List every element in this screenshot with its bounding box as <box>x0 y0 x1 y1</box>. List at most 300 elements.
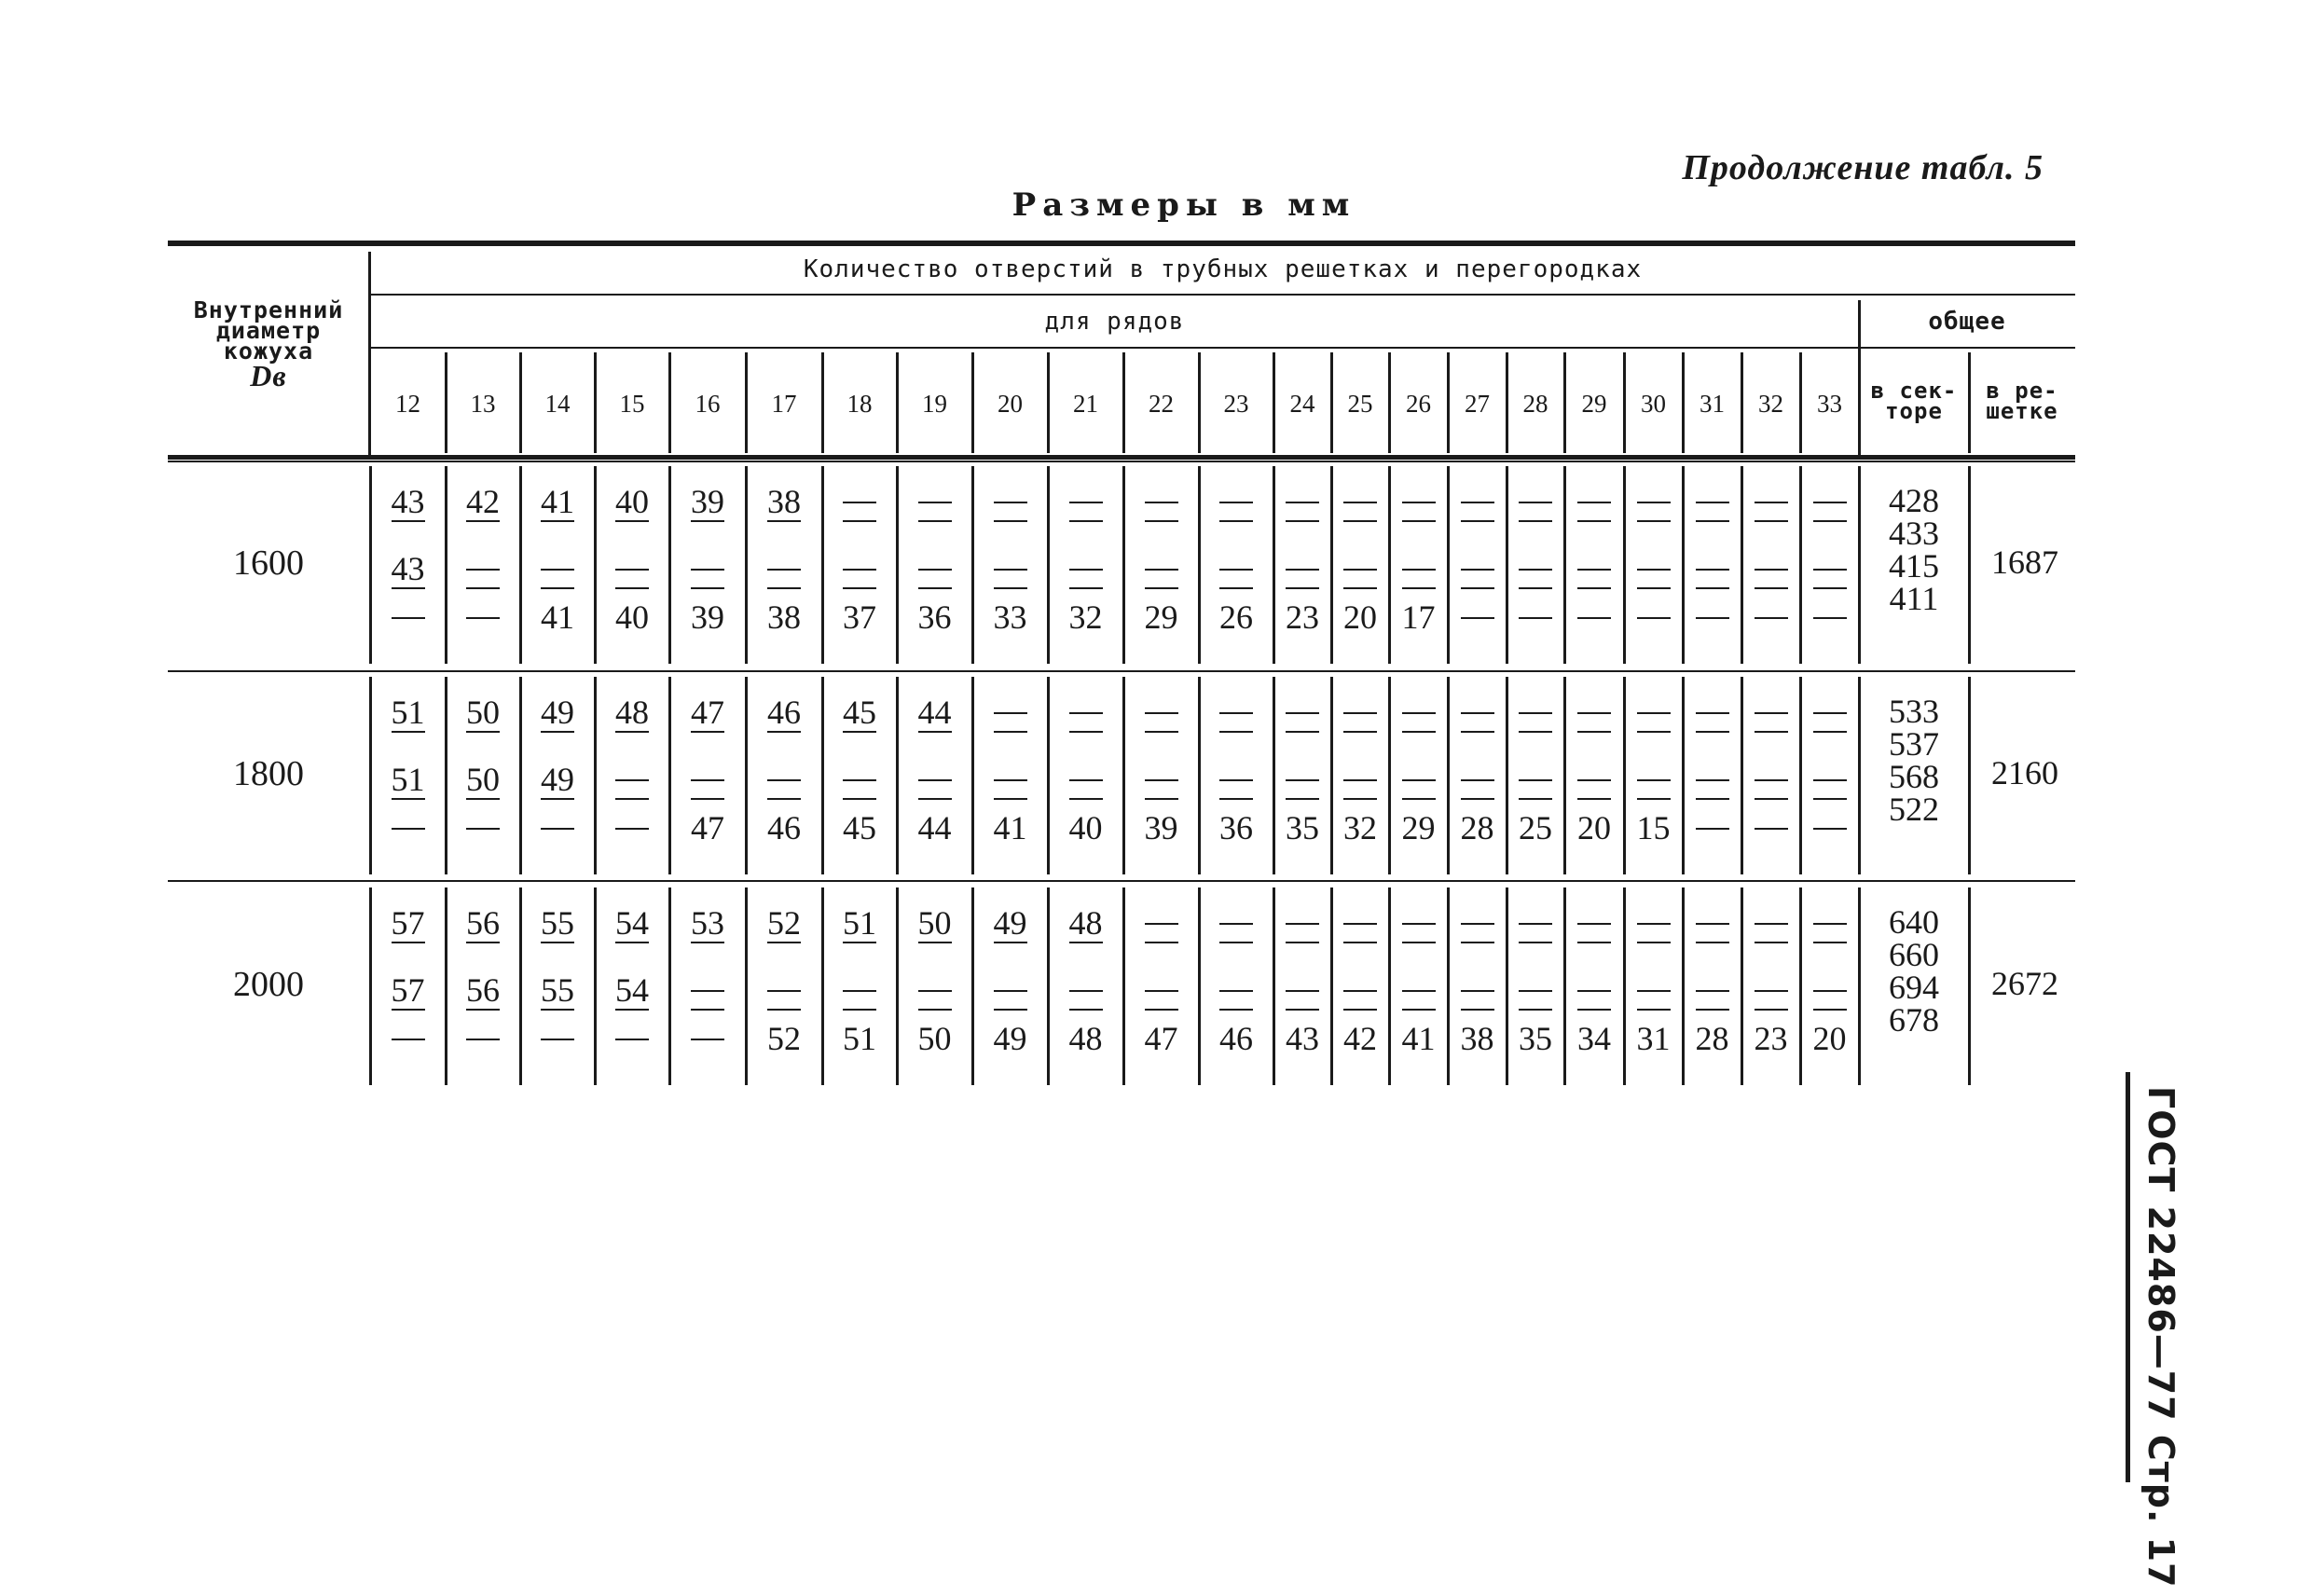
cell-value <box>972 695 1048 714</box>
side-rule <box>2126 1072 2130 1482</box>
dash-mark <box>691 569 724 571</box>
fraction-bar <box>1696 942 1729 943</box>
cell-value: 37 <box>843 598 876 636</box>
dash-mark <box>1696 502 1729 503</box>
dash-mark <box>1577 502 1611 503</box>
cell-value <box>446 600 520 619</box>
cell-value <box>1273 552 1331 571</box>
header-rule-1 <box>370 294 2075 296</box>
dash-mark <box>1219 990 1253 992</box>
fraction-bar <box>1461 520 1494 522</box>
dash-mark <box>1813 569 1847 571</box>
fraction-bar <box>1461 798 1494 800</box>
dash-mark <box>767 569 801 571</box>
cell-value: 43 <box>391 483 425 520</box>
fraction-bar <box>1145 942 1178 943</box>
cell-value: 20 <box>1812 1020 1847 1057</box>
vline-body <box>1968 677 1971 874</box>
cell-value: 52 <box>767 1020 801 1057</box>
cell-value: 57 <box>391 971 425 1009</box>
fraction-bar <box>1219 1009 1253 1011</box>
cell-value: 34 <box>1577 1020 1611 1057</box>
cell-value: 56 <box>466 971 500 1009</box>
cell-value <box>446 811 520 830</box>
column-number-16: 16 <box>695 390 721 418</box>
grid-header <box>1969 378 2075 424</box>
cell-value <box>1448 973 1507 992</box>
fraction-bar <box>691 942 724 943</box>
fraction-bar <box>1461 731 1494 733</box>
dash-mark <box>1145 712 1178 714</box>
cell-value: 26 <box>1219 598 1253 636</box>
dash-mark <box>1519 923 1552 925</box>
column-number-33: 33 <box>1817 390 1842 418</box>
dash-mark <box>994 502 1027 503</box>
cell-value <box>1564 552 1624 571</box>
cell-value <box>1507 600 1564 619</box>
fraction-bar <box>466 587 500 589</box>
fraction-bar <box>1637 798 1671 800</box>
sector-value: 533 <box>1889 693 1939 730</box>
dash-mark <box>1755 779 1788 781</box>
dash-mark <box>1519 712 1552 714</box>
cell-value <box>822 973 897 992</box>
fraction-bar <box>1069 798 1103 800</box>
fraction-bar <box>1696 798 1729 800</box>
fraction-bar <box>691 798 724 800</box>
cell-value: 41 <box>541 598 574 636</box>
dash-mark <box>466 1039 500 1040</box>
dash-mark <box>1813 502 1847 503</box>
cell-value <box>1448 485 1507 503</box>
cell-value: 43 <box>1286 1020 1319 1057</box>
cell-value <box>370 600 446 619</box>
column-number-18: 18 <box>846 390 873 418</box>
cell-value: 28 <box>1460 809 1494 846</box>
fraction-bar <box>1813 1009 1847 1011</box>
cell-value: 31 <box>1636 1020 1671 1057</box>
cell-value <box>1331 485 1389 503</box>
fraction-bar <box>1755 798 1788 800</box>
sector-value: 411 <box>1889 580 1939 617</box>
fraction-bar <box>466 942 500 943</box>
fraction-bar <box>1343 942 1377 943</box>
dash-mark <box>1343 923 1377 925</box>
cell-value <box>446 552 520 571</box>
fraction-bar <box>466 1009 500 1011</box>
fraction-bar <box>1755 1009 1788 1011</box>
dash-mark <box>1286 502 1319 503</box>
grid-header-line: в ре- <box>1986 378 2058 404</box>
dash-mark <box>1577 923 1611 925</box>
fraction-bar <box>541 1009 574 1011</box>
sector-value: 694 <box>1889 969 1939 1006</box>
cell-value <box>1331 763 1389 781</box>
dash-mark <box>1637 617 1671 619</box>
fraction-bar <box>918 798 952 800</box>
dash-mark <box>918 502 952 503</box>
fraction-bar <box>994 731 1027 733</box>
fraction-bar <box>1145 1009 1178 1011</box>
fraction-bar <box>691 731 724 733</box>
dash-mark <box>1219 712 1253 714</box>
cell-value: 48 <box>1068 1020 1103 1057</box>
fraction-bar <box>1577 942 1611 943</box>
cell-value <box>1741 763 1800 781</box>
column-number-14: 14 <box>544 390 571 418</box>
fraction-bar <box>843 942 876 943</box>
cell-value: 33 <box>993 598 1027 636</box>
cell-value: 46 <box>767 694 801 731</box>
dash-mark <box>541 1039 574 1040</box>
cell-value: 47 <box>1144 1020 1178 1057</box>
cell-value: 42 <box>1343 1020 1377 1057</box>
fraction-bar <box>1813 731 1847 733</box>
cell-value: 46 <box>1219 1020 1253 1057</box>
fraction-bar <box>1461 587 1494 589</box>
fraction-bar <box>1755 942 1788 943</box>
fraction-bar <box>1402 942 1436 943</box>
dash-mark <box>1637 502 1671 503</box>
cell-value <box>1389 552 1448 571</box>
fraction-bar <box>615 1009 649 1011</box>
cell-value <box>1448 600 1507 619</box>
fraction-bar <box>1696 731 1729 733</box>
cell-value <box>1331 552 1389 571</box>
cell-value <box>1448 763 1507 781</box>
dash-mark <box>1461 923 1494 925</box>
fraction-bar <box>1286 587 1319 589</box>
dash-mark <box>1755 502 1788 503</box>
cell-value <box>1741 552 1800 571</box>
cell-value <box>1800 906 1859 925</box>
fraction-bar <box>1069 942 1103 943</box>
fraction-bar <box>1577 731 1611 733</box>
cell-value: 43 <box>391 550 425 587</box>
dash-mark <box>1696 779 1729 781</box>
fraction-bar <box>1519 1009 1552 1011</box>
column-number-26: 26 <box>1406 390 1431 418</box>
fraction-bar <box>1402 587 1436 589</box>
column-number-19: 19 <box>922 390 947 418</box>
total-header: общее <box>1928 308 2006 336</box>
sector-header <box>1859 378 1969 424</box>
grid-header-line: шетке <box>1986 398 2058 424</box>
cell-value <box>1683 973 1741 992</box>
cell-value: 39 <box>691 483 724 520</box>
cell-value: 48 <box>1068 904 1103 942</box>
cell-value <box>1564 695 1624 714</box>
dash-mark <box>1343 712 1377 714</box>
dash-mark <box>1286 712 1319 714</box>
fraction-bar <box>1755 731 1788 733</box>
cell-value <box>1624 763 1683 781</box>
cell-value <box>746 973 822 992</box>
dash-mark <box>1402 712 1436 714</box>
fraction-bar <box>994 1009 1027 1011</box>
fraction-bar <box>767 798 801 800</box>
cell-value <box>370 1022 446 1040</box>
fraction-bar <box>1755 587 1788 589</box>
cell-value <box>1624 906 1683 925</box>
dash-mark <box>1519 617 1552 619</box>
cell-value: 17 <box>1401 598 1436 636</box>
cell-value: 47 <box>691 694 724 731</box>
dash-mark <box>1343 502 1377 503</box>
fraction-bar <box>1813 942 1847 943</box>
fraction-bar <box>1637 731 1671 733</box>
dash-mark <box>1696 828 1729 830</box>
cell-value: 36 <box>917 598 952 636</box>
sector-header-line: торе <box>1885 398 1943 424</box>
dash-mark <box>1696 923 1729 925</box>
cell-value: 51 <box>391 694 425 731</box>
dash-mark <box>1813 779 1847 781</box>
dash-mark <box>1286 923 1319 925</box>
cell-value: 52 <box>767 904 801 942</box>
dash-mark <box>1637 923 1671 925</box>
vline-body <box>1968 466 1971 664</box>
dash-mark <box>1813 990 1847 992</box>
fraction-bar <box>918 587 952 589</box>
cell-value: 55 <box>541 971 574 1009</box>
row-rule-1 <box>168 670 2075 672</box>
cell-value <box>595 763 669 781</box>
dash-mark <box>1696 712 1729 714</box>
dash-mark <box>1461 712 1494 714</box>
cell-value <box>746 763 822 781</box>
fraction-bar <box>1637 520 1671 522</box>
fraction-bar <box>1343 587 1377 589</box>
dash-mark <box>994 779 1027 781</box>
cell-value <box>1564 973 1624 992</box>
cell-value: 45 <box>843 809 876 846</box>
dash-mark <box>1813 828 1847 830</box>
dash-mark <box>843 779 876 781</box>
cell-value: 15 <box>1636 809 1671 846</box>
sector-value: 568 <box>1889 758 1939 795</box>
fraction-bar <box>1069 587 1103 589</box>
fraction-bar <box>767 587 801 589</box>
fraction-bar <box>1286 1009 1319 1011</box>
dash-mark <box>1461 569 1494 571</box>
total-value: 2672 <box>1991 965 2058 1002</box>
cell-value: 44 <box>917 809 952 846</box>
dash-mark <box>541 569 574 571</box>
fraction-bar <box>918 942 952 943</box>
cell-value <box>1448 552 1507 571</box>
dash-mark <box>1813 923 1847 925</box>
fraction-bar <box>843 520 876 522</box>
holes-header: Количество отверстий в трубных решетках и перегородках <box>803 255 1643 283</box>
dash-mark <box>1519 502 1552 503</box>
fraction-bar <box>1219 587 1253 589</box>
column-number-32: 32 <box>1758 390 1783 418</box>
dash-mark <box>918 990 952 992</box>
dash-mark <box>1145 923 1178 925</box>
cell-value: 51 <box>391 761 425 798</box>
cell-value <box>1331 906 1389 925</box>
standard-page-label: ГОСТ 22486—77 Стр. 17 <box>2140 1086 2181 1589</box>
dash-mark <box>1519 569 1552 571</box>
cell-value <box>1048 695 1123 714</box>
fraction-bar <box>1637 942 1671 943</box>
fraction-bar <box>1219 942 1253 943</box>
fraction-bar <box>1696 520 1729 522</box>
dash-mark <box>1577 712 1611 714</box>
dash-mark <box>1461 779 1494 781</box>
fraction-bar <box>466 520 500 522</box>
fraction-bar <box>1519 798 1552 800</box>
cell-value <box>520 811 595 830</box>
cell-value <box>1800 695 1859 714</box>
fraction-bar <box>1637 587 1671 589</box>
cell-value <box>1199 485 1273 503</box>
dash-mark <box>1145 502 1178 503</box>
dash-mark <box>615 779 649 781</box>
fraction-bar <box>1219 520 1253 522</box>
cell-value: 25 <box>1519 809 1552 846</box>
dash-mark <box>1343 569 1377 571</box>
cell-value <box>520 1022 595 1040</box>
cell-value: 20 <box>1343 598 1377 636</box>
fraction-bar <box>1577 798 1611 800</box>
cell-value <box>669 552 746 571</box>
dash-mark <box>1145 569 1178 571</box>
dash-mark <box>1402 502 1436 503</box>
cell-value: 32 <box>1068 598 1103 636</box>
cell-value: 41 <box>1401 1020 1436 1057</box>
cell-value <box>1123 695 1199 714</box>
cell-value <box>1389 763 1448 781</box>
cell-value <box>1389 906 1448 925</box>
fraction-bar <box>392 798 425 800</box>
cell-value <box>1683 552 1741 571</box>
diameter-header <box>168 296 369 392</box>
cell-value <box>822 763 897 781</box>
fraction-bar <box>541 942 574 943</box>
cell-value <box>1123 485 1199 503</box>
fraction-bar <box>1069 520 1103 522</box>
fraction-bar <box>1813 798 1847 800</box>
column-number-23: 23 <box>1223 390 1249 418</box>
dash-mark <box>541 828 574 830</box>
diameter-value: 1600 <box>233 543 304 583</box>
dash-mark <box>1755 569 1788 571</box>
fraction-bar <box>1519 587 1552 589</box>
cell-value <box>1507 552 1564 571</box>
dash-mark <box>1637 712 1671 714</box>
dash-mark <box>1577 617 1611 619</box>
dash-mark <box>843 569 876 571</box>
fraction-bar <box>918 520 952 522</box>
dash-mark <box>1755 712 1788 714</box>
fraction-bar <box>1402 731 1436 733</box>
dash-mark <box>1069 502 1103 503</box>
cell-value <box>897 973 972 992</box>
fraction-bar <box>1813 520 1847 522</box>
cell-value <box>1448 906 1507 925</box>
fraction-bar <box>691 587 724 589</box>
dash-mark <box>1696 990 1729 992</box>
cell-value <box>972 552 1048 571</box>
dash-mark <box>1069 779 1103 781</box>
fraction-bar <box>1402 798 1436 800</box>
cell-value <box>897 552 972 571</box>
cell-value <box>1273 973 1331 992</box>
cell-value: 42 <box>466 483 500 520</box>
fraction-bar <box>843 587 876 589</box>
cell-value <box>1564 485 1624 503</box>
fraction-bar <box>466 731 500 733</box>
cell-value <box>1683 485 1741 503</box>
cell-value: 44 <box>917 694 952 731</box>
fraction-bar <box>392 587 425 589</box>
fraction-bar <box>843 798 876 800</box>
column-number-27: 27 <box>1465 390 1490 418</box>
diameter-header-line: диаметр <box>215 317 322 344</box>
dash-mark <box>1577 779 1611 781</box>
cell-value <box>1800 763 1859 781</box>
cell-value <box>822 552 897 571</box>
fraction-bar <box>1343 798 1377 800</box>
dash-mark <box>1219 502 1253 503</box>
cell-value <box>1123 906 1199 925</box>
cell-value: 45 <box>843 694 876 731</box>
fraction-bar <box>1402 1009 1436 1011</box>
column-number-13: 13 <box>470 390 496 418</box>
dash-mark <box>392 617 425 619</box>
diameter-header-line: кожуха <box>223 337 314 365</box>
diameter-symbol: Dв <box>250 359 287 392</box>
cell-value <box>1507 973 1564 992</box>
fraction-bar <box>615 942 649 943</box>
cell-value <box>1741 906 1800 925</box>
cell-value: 40 <box>1068 809 1103 846</box>
fraction-bar <box>767 731 801 733</box>
cell-value <box>897 485 972 503</box>
cell-value <box>1199 906 1273 925</box>
cell-value: 48 <box>615 694 649 731</box>
cell-value: 55 <box>541 904 574 942</box>
fraction-bar <box>1519 731 1552 733</box>
cell-value <box>1624 695 1683 714</box>
dash-mark <box>1577 990 1611 992</box>
cell-value <box>1199 973 1273 992</box>
dash-mark <box>1402 779 1436 781</box>
column-number-20: 20 <box>998 390 1023 418</box>
cell-value <box>1273 485 1331 503</box>
column-number-31: 31 <box>1700 390 1725 418</box>
cell-value <box>1331 973 1389 992</box>
fraction-bar <box>1696 1009 1729 1011</box>
fraction-bar <box>1286 798 1319 800</box>
cell-value: 46 <box>767 809 801 846</box>
fraction-bar <box>1577 1009 1611 1011</box>
cell-value <box>1048 485 1123 503</box>
cell-value: 35 <box>1286 809 1319 846</box>
column-number-28: 28 <box>1522 390 1548 418</box>
fraction-bar <box>615 520 649 522</box>
fraction-bar <box>1519 942 1552 943</box>
column-number-25: 25 <box>1347 390 1373 418</box>
header-rule-2b <box>1859 347 2075 349</box>
cell-value <box>1507 485 1564 503</box>
cell-value <box>1507 695 1564 714</box>
cell-value <box>1389 485 1448 503</box>
cell-value: 54 <box>615 904 649 942</box>
cell-value <box>746 552 822 571</box>
